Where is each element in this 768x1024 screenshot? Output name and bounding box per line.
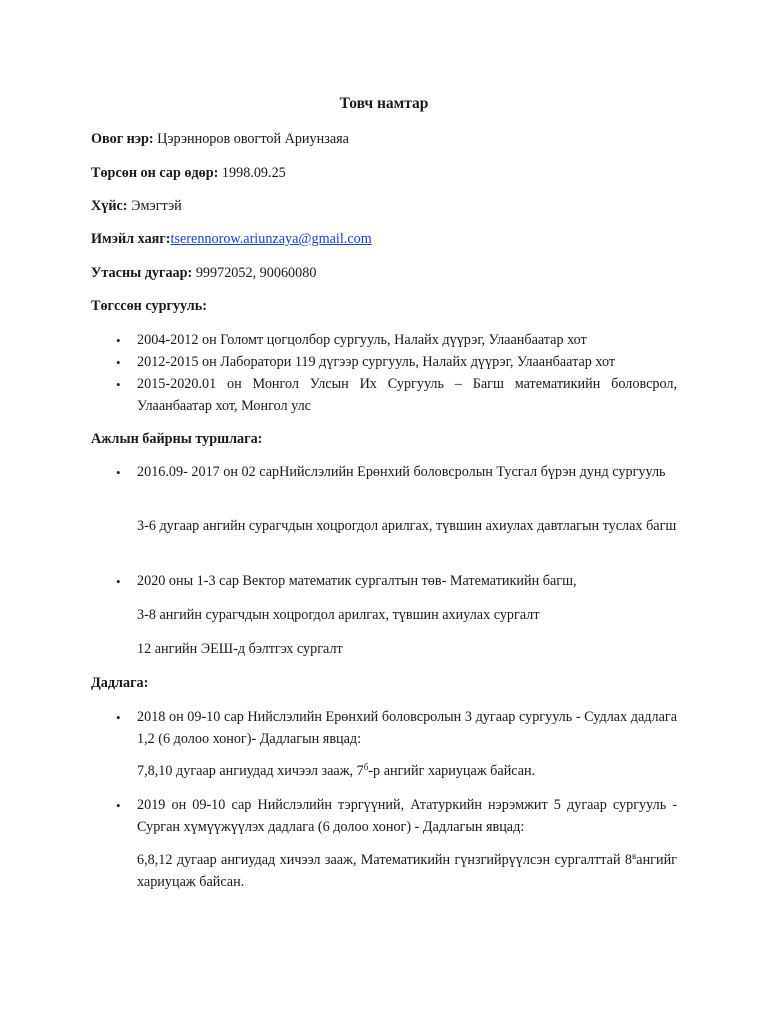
practice-detail-text: 7,8,10 дугаар ангиудад хичээл зааж, 7 <box>137 763 364 779</box>
practice-detail-superscript: б <box>363 762 369 772</box>
education-item: • 2015-2020.01 он Монгол Улсын Их Сургууль – Багш математикийн боловсрол, Улаанбаатар хот, Монгол улс <box>137 374 677 417</box>
practice-detail-text: -р ангийг хариуцаж байсан. <box>368 763 536 779</box>
education-item: • 2004-2012 он Голомт цогцолбор сургууль, Налайх дүүрэг, Улаанбаатар хот <box>137 330 677 352</box>
name-label: Овог нэр: <box>91 131 154 147</box>
work-item-detail: 12 ангийн ЭЕШ-д бэлтгэх сургалт <box>137 641 343 657</box>
gender-value: Эмэгтэй <box>131 198 182 214</box>
practice-item-detail <box>137 761 677 783</box>
name-row <box>91 129 349 149</box>
practice-detail-text: 6,8,12 дугаар ангиудад хичээл зааж, Математикийн гүнзгийрүүлсэн сургалттай 8 <box>137 852 633 868</box>
practice-detail-superscript: в <box>632 851 637 861</box>
work-item-detail: 3-8 ангийн сурагчдын хоцрогдол арилгах, түвшин ахиулах сургалт <box>137 607 540 623</box>
education-item: • 2012-2015 он Лаборатори 119 дүгээр сургууль, Налайх дүүрэг, Улаанбаатар хот <box>137 352 677 374</box>
birthdate-value: 1998.09.25 <box>221 165 286 181</box>
phone-row <box>91 263 316 283</box>
name-value: Цэрэнноров овогтой Ариунзаяа <box>157 131 349 147</box>
work-item-detail: 3-6 дугаар ангийн сурагчдын хоцрогдол арилгах, түвшин ахиулах давтлагын туслах багш <box>137 518 677 534</box>
birthdate-label: Төрсөн он сар өдөр: <box>91 165 219 181</box>
birthdate-row <box>91 163 286 183</box>
email-link[interactable]: tserennorow.ariunzaya@gmail.com <box>170 231 372 247</box>
email-row <box>91 229 372 249</box>
practice-heading: Дадлага: <box>91 675 149 691</box>
phone-label: Утасны дугаар: <box>91 265 193 281</box>
practice-item: • 2019 он 09-10 сар Нийслэлийн тэргүүний, Ататуркийн нэрэмжит 5 дугаар сургууль - Сурган хүмүүжүүлэх дадлага (6 долоо хоног) - Дадлагын явцад: <box>137 795 677 838</box>
practice-item-detail <box>137 850 677 893</box>
education-heading: Төгссөн сургууль: <box>91 298 207 314</box>
work-item: • 2020 оны 1-3 сар Вектор математик сургалтын төв- Математикийн багш, <box>137 571 677 593</box>
work-heading: Ажлын байрны туршлага: <box>91 431 263 447</box>
gender-label: Хүйс: <box>91 198 128 214</box>
email-label: Имэйл хаяг: <box>91 231 171 247</box>
practice-item: • 2018 он 09-10 сар Нийслэлийн Ерөнхий боловсролын 3 дугаар сургууль - Судлах дадлага 1,2 (6 долоо хоног)- Дадлагын явцад: <box>137 707 677 750</box>
page-title: Товч намтар <box>339 95 429 112</box>
work-item: • 2016.09- 2017 он 02 сарНийслэлийн Ерөнхий боловсролын Тусгал бүрэн дунд сургууль <box>137 462 677 484</box>
phone-value: 99972052, 90060080 <box>195 265 317 281</box>
gender-row <box>91 196 182 216</box>
practice-detail-text: ангийг хариуцаж байсан. <box>137 852 677 890</box>
